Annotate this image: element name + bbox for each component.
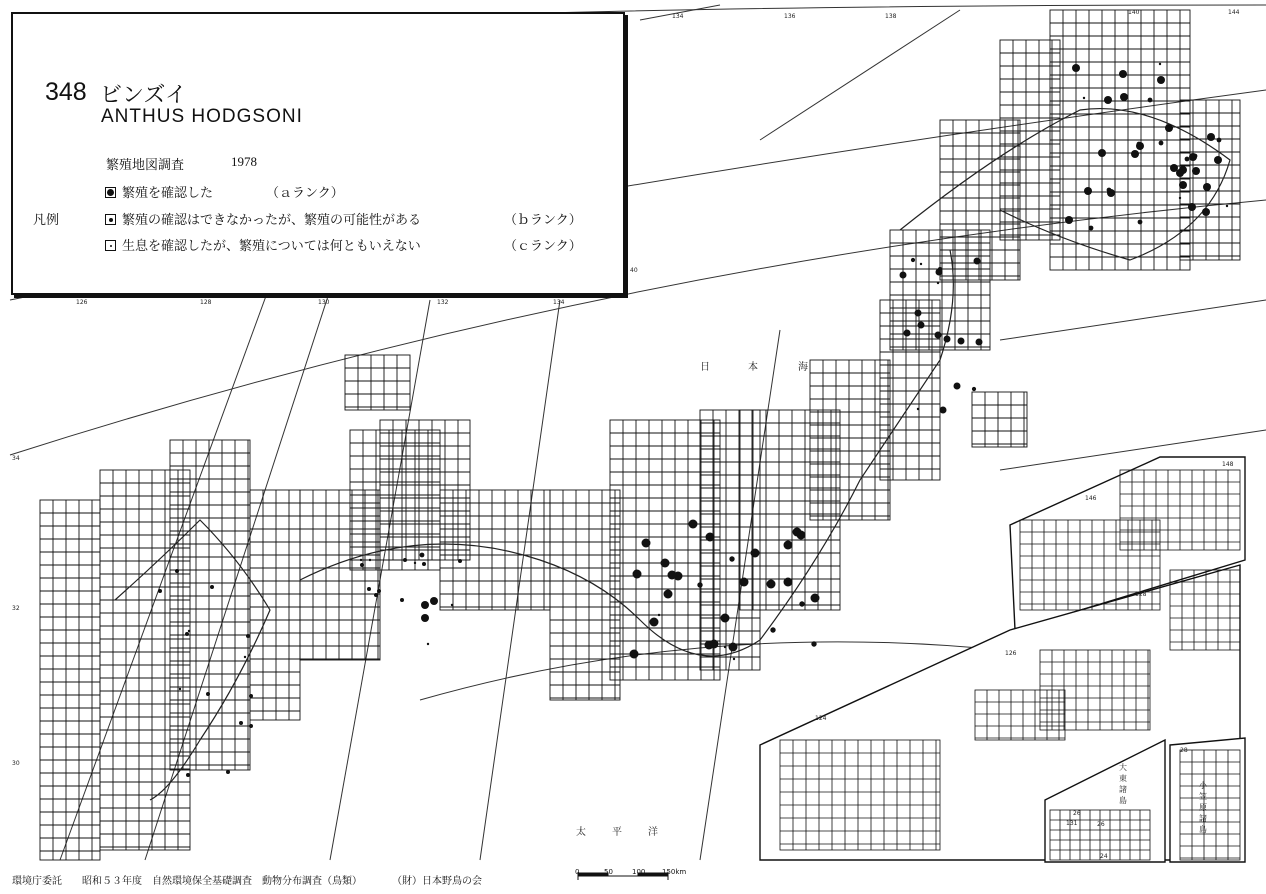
lon-label: 128 [200,299,212,306]
record-dot [697,582,702,587]
record-dot [920,263,922,265]
record-dot [451,604,453,606]
record-dot [705,641,714,650]
record-dot [650,618,659,627]
lon-label: 130 [318,299,330,306]
record-dot [175,569,179,573]
record-dot [360,563,364,567]
legend-item-rank: （ｃランク） [504,239,582,254]
legend-item-a [105,182,213,201]
record-dot [721,614,730,623]
record-dot [972,387,976,391]
record-dot [360,559,362,561]
grid-block [170,440,250,770]
record-dot [400,598,404,602]
grid-block [350,430,440,570]
lat-label: 30 [12,760,20,767]
survey-year: 1978 [231,154,257,169]
record-dot [1083,97,1085,99]
lon-label: 144 [1228,9,1240,16]
rank-a-symbol-icon [105,187,116,198]
record-dot [427,643,429,645]
record-dot [706,533,715,542]
record-dot [1217,138,1222,143]
inset-title-daito: 大東諸島 [1119,763,1127,805]
record-dot [1072,64,1080,72]
rank-b-symbol-icon [105,214,116,225]
record-dot [239,721,243,725]
record-dot [1089,226,1094,231]
record-dot [1179,197,1181,199]
inset-label: 126 [1005,650,1017,657]
record-dot [1207,133,1215,141]
record-dot [630,650,639,659]
lon-label: 126 [76,299,88,306]
legend-item-label: 繁殖を確認した [122,186,214,201]
record-dot [911,258,915,262]
legend-item-rank: （ｂランク） [504,213,582,228]
record-dot [422,562,426,566]
record-dot [915,310,922,317]
record-dot [186,773,190,777]
record-dot [1176,169,1184,177]
grid-block [300,490,380,660]
footer-commissioned: 環境庁委託 [12,876,62,887]
record-dot [784,578,793,587]
record-dot [367,587,371,591]
record-dot [244,656,246,658]
lat-label: 32 [12,605,20,612]
grid-block [972,392,1027,447]
japan-sea-label-3: 海 [798,362,808,373]
record-dot [1157,76,1165,84]
pacific-label-1: 太 [576,827,586,838]
record-dot [976,339,983,346]
record-dot [421,601,429,609]
record-dot [185,632,189,636]
record-dot [724,646,726,648]
species-number: 348 [45,78,87,106]
record-dot [740,578,749,587]
grid-block [810,360,890,520]
record-dot [1137,142,1142,147]
footer-org: （財）日本野鳥の会 [392,876,482,887]
inset-label: 26 [1073,810,1081,817]
record-dot [1104,96,1112,104]
legend-item-label: 生息を確認したが、繁殖については何ともいえない [122,239,421,254]
record-dot [1226,205,1228,207]
record-dot [414,562,416,564]
lat-label: 40 [630,267,638,274]
japan-sea-label-2: 本 [748,362,758,373]
record-dot [1138,220,1143,225]
inset-label: 148 [1222,461,1234,468]
lon-label: 134 [672,13,684,20]
legend-panel [11,12,625,295]
record-dot [210,585,214,589]
scale-label: 50 [604,868,613,876]
lon-label: 136 [784,13,796,20]
footer-survey: 昭和５３年度 自然環境保全基礎調査 動物分布調査（鳥類） [82,876,362,887]
record-dot [811,594,820,603]
grid-block [40,500,100,860]
record-dot [1148,98,1153,103]
record-dot [249,694,253,698]
record-dot [374,593,378,597]
record-dot [668,571,677,580]
grid-block [345,355,410,410]
lon-label: 140 [1128,9,1140,16]
record-dot [689,520,698,529]
record-dot [1107,188,1112,193]
record-dot [784,541,793,550]
record-dot [246,634,250,638]
record-dot [1120,93,1128,101]
record-dot [1165,124,1173,132]
legend-item-c [105,235,421,254]
record-dot [458,559,462,563]
record-dot [797,531,806,540]
grid-block [880,300,940,480]
record-dot [770,627,775,632]
record-dot [935,332,942,339]
record-dot [900,272,907,279]
legend-item-b [105,209,421,228]
record-dot [249,724,253,728]
record-dot [799,601,804,606]
record-dot [958,338,965,345]
record-dot [1189,153,1197,161]
legend-item-label: 繁殖の確認はできなかったが、繁殖の可能性がある [122,213,422,228]
record-dot [1159,141,1164,146]
record-dot [1131,150,1139,158]
inset-label: 146 [1085,495,1097,502]
scale-bar [578,872,668,880]
survey-title: 繁殖地図調査 [106,158,185,173]
record-dot [940,407,947,414]
species-name-jp: ビンズイ [100,83,187,108]
record-dot [188,630,190,632]
record-dot [974,258,981,265]
record-dot [206,692,210,696]
record-dot [729,556,734,561]
record-dot [421,614,429,622]
record-dot [1188,203,1196,211]
inset-label: 26 [1097,821,1105,828]
record-dot [937,282,939,284]
record-dot [733,658,735,660]
inset-label: 131 [1066,820,1078,827]
lat-label: 34 [12,455,20,462]
record-dot [377,589,381,593]
grid-block [100,470,190,850]
record-dot [1084,187,1092,195]
scale-label: 150km [662,868,687,876]
pacific-label-3: 洋 [648,827,658,838]
record-dot [917,408,919,410]
record-dot [954,383,961,390]
record-dot [369,559,371,561]
record-dot [658,614,660,616]
inset-label: 28 [1180,747,1188,754]
record-dot [767,580,776,589]
record-dot [918,322,925,329]
record-dot [403,558,407,562]
record-dot [226,770,230,774]
inset-label: 24 [1100,853,1108,860]
record-dot [1065,216,1073,224]
pacific-label-2: 平 [612,827,622,838]
inset-label: 128 [1135,591,1147,598]
species-name-latin: ANTHUS HODGSONI [101,106,303,127]
scale-label: 100 [632,868,646,876]
lon-label: 138 [885,13,897,20]
inset-label: 124 [815,715,827,722]
rank-c-symbol-icon [105,240,116,251]
inset-title-ogasawara: 小笠原諸島 [1199,781,1207,834]
record-dot [936,269,943,276]
record-dot [944,336,951,343]
record-dot [661,559,670,568]
record-dot [1203,183,1211,191]
record-dot [1119,70,1127,78]
grid-block [1180,100,1240,260]
legend-item-rank: （ａランク） [266,186,344,201]
record-dot [1159,63,1161,65]
record-dot [904,330,911,337]
record-dot [729,643,738,652]
japan-sea-label-1: 日 [700,362,710,373]
record-dot [1098,149,1106,157]
record-dot [179,688,181,690]
lon-label: 132 [437,299,449,306]
record-dot [1202,208,1210,216]
record-dot [158,589,162,593]
record-dot [430,597,438,605]
record-dot [633,570,642,579]
lon-label: 134 [553,299,565,306]
record-dot [664,590,673,599]
legend-heading: 凡例 [33,213,60,228]
record-dot [811,641,816,646]
record-dot [420,553,425,558]
record-dot [1179,181,1187,189]
record-dot [642,539,651,548]
grid-block [250,490,300,720]
scale-label: 0 [575,868,580,876]
record-dot [1214,156,1222,164]
record-dot [751,549,760,558]
record-dot [1185,157,1190,162]
record-dot [1192,167,1200,175]
